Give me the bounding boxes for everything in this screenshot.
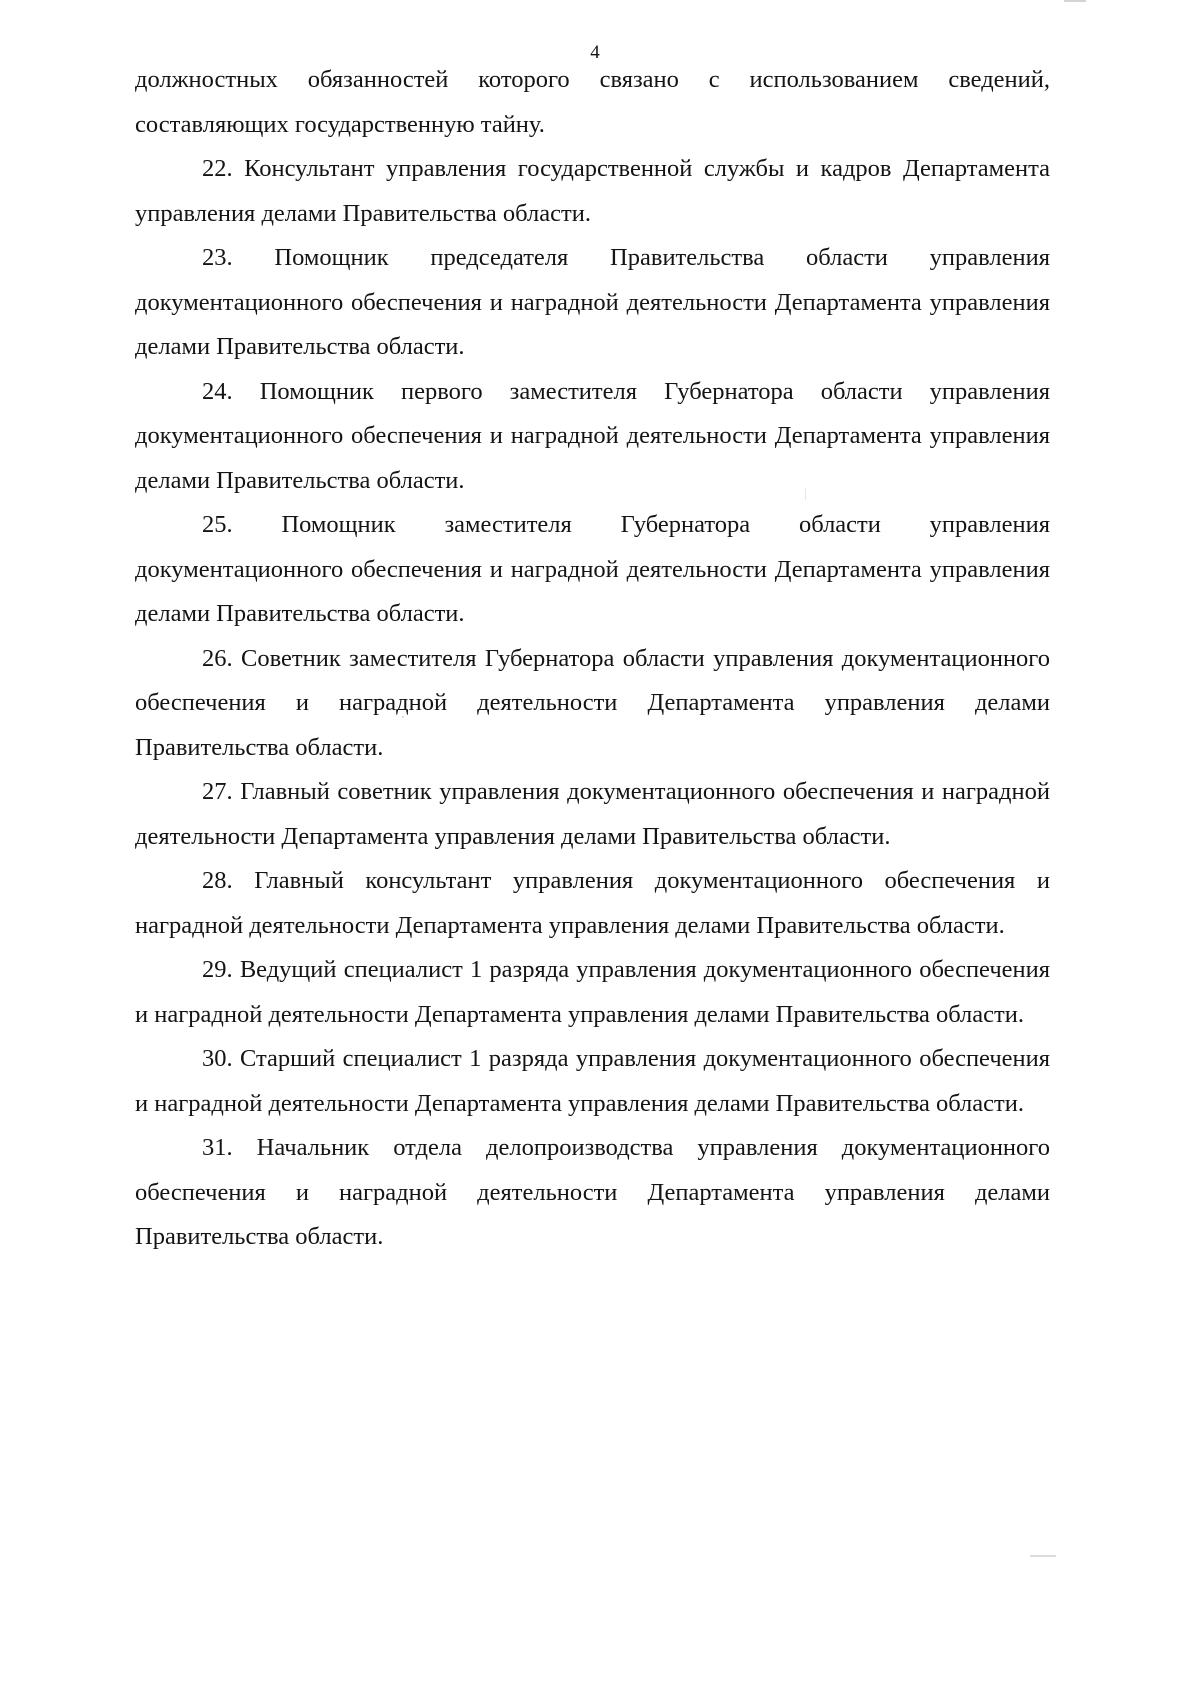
item-number: 30.	[202, 1045, 233, 1072]
item-text: Главный консультант управления документационного обеспечения и наградной деятельности Департамента управления делами Правительства области.	[135, 867, 1050, 939]
item-number: 31.	[202, 1134, 233, 1161]
document-body	[135, 58, 1050, 1260]
list-item	[135, 1126, 1050, 1260]
item-text: Советник заместителя Губернатора области управления документационного обеспечения и наградной деятельности Департамента управления делами Правительства области.	[135, 644, 1050, 761]
list-item	[135, 1037, 1050, 1126]
item-text: Помощник первого заместителя Губернатора области управления документационного обеспечения и наградной деятельности Департамента управления делами Правительства области.	[135, 377, 1050, 494]
scan-artifact	[1030, 1555, 1056, 1557]
scan-artifact	[402, 716, 404, 718]
page-number: 4	[590, 42, 600, 63]
list-item	[135, 370, 1050, 504]
scan-artifact	[1064, 0, 1086, 2]
list-item	[135, 859, 1050, 948]
item-number: 26.	[202, 644, 233, 672]
item-number: 25.	[202, 511, 233, 538]
item-number: 27.	[202, 778, 233, 805]
list-item	[135, 948, 1050, 1037]
list-item	[135, 147, 1050, 236]
list-item	[135, 770, 1050, 859]
item-number: 29.	[202, 956, 233, 983]
list-item	[135, 637, 1050, 771]
item-text: Помощник заместителя Губернатора области управления документационного обеспечения и наградной деятельности Департамента управления делами Правительства области.	[135, 511, 1051, 627]
paragraph-continuation	[135, 58, 1050, 147]
list-item	[135, 503, 1050, 637]
item-number: 28.	[202, 867, 233, 894]
item-text: Ведущий специалист 1 разряда управления документационного обеспечения и наградной деятельности Департамента управления делами Правительства области.	[135, 956, 1051, 1028]
item-number: 23.	[202, 244, 233, 271]
item-text: Начальник отдела делопроизводства управления документационного обеспечения и наградной деятельности Департамента управления делами Правительства области.	[135, 1134, 1050, 1250]
item-number: 22.	[202, 155, 233, 182]
item-text: Консультант управления государственной службы и кадров Департамента управления делами Правительства области.	[135, 155, 1051, 227]
item-text: Помощник председателя Правительства области управления документационного обеспечения и наградной деятельности Департамента управления делами Правительства области.	[135, 244, 1050, 360]
paragraph-text: должностных обязанностей которого связано с использованием сведений, составляющих государственную тайну.	[135, 66, 1050, 138]
item-text: Старший специалист 1 разряда управления документационного обеспечения и наградной деятельности Департамента управления делами Правительства области.	[135, 1045, 1051, 1117]
scan-artifact	[805, 488, 806, 500]
list-item	[135, 236, 1050, 370]
item-text: Главный советник управления документационного обеспечения и наградной деятельности Департамента управления делами Правительства области.	[135, 778, 1050, 850]
item-number: 24.	[202, 377, 233, 405]
